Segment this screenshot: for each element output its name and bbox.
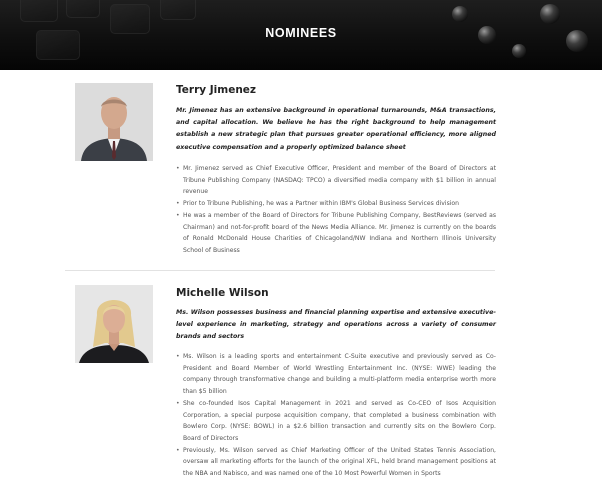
headshot-portrait-image	[75, 285, 153, 363]
list-item: • Prior to Tribune Publishing, he was a Partner within IBM's Global Business Services division	[176, 198, 496, 210]
game-controller-button-decoration	[512, 44, 526, 58]
game-controller-button-decoration	[540, 4, 560, 24]
headshot-portrait-image	[75, 83, 153, 161]
list-item: • He was a member of the Board of Directors for Tribune Publishing Company, BestReviews (served as Chairman) and not-for-profit board of the News Media Alliance. Mr. Jimenez is currently on the boards of Ronald McDonald House Charities of Chicagoland/NW Indiana and Northern Illinois University School of Business	[176, 210, 496, 257]
nominee-photo	[75, 83, 153, 161]
list-item: • Previously, Ms. Wilson served as Chief Marketing Officer of the United States Tennis Association, oversaw all marketing efforts for the launch of the original XFL, held brand management positions at the NBA and Nabisco, and was named one of the 10 Most Powerful Women in Sports	[176, 445, 496, 480]
list-item: • She co-founded Isos Capital Management in 2021 and served as Co-CEO of Isos Acquisition Corporation, a special purpose acquisition company, that completed a business combination with Bowlero Corp. (NYSE: BOWL) in a $2.6 billion transaction and currently sits on the Bowlero Corp. Board of Directors	[176, 398, 496, 445]
nominee-summary: Mr. Jimenez has an extensive background in operational turnarounds, M&A transactions, and capital allocation. We believe he has the right background to help management establish a new strategic plan that pursues greater operational efficiency, more aligned executive compensation and a properly optimized balance sheet	[176, 107, 496, 151]
list-item: • Ms. Wilson is a leading sports and entertainment C-Suite executive and previously served as Co-President and Board Member of World Wrestling Entertainment Inc. (NYSE: WWE) leading the company through transformative change and building a multi-platform media enterprise worth more than $5 billion	[176, 351, 496, 398]
nominee-name: Michelle Wilson	[176, 287, 269, 299]
section-divider	[65, 270, 495, 271]
keyboard-key-decoration	[66, 0, 100, 18]
nominee-summary: Ms. Wilson possesses business and financial planning expertise and extensive executive-level experience in marketing, strategy and operations across a variety of consumer brands and sectors	[176, 309, 496, 341]
list-item: • Mr. Jimenez served as Chief Executive Officer, President and member of the Board of Directors at Tribune Publishing Company (NASDAQ: TPCO) a diversified media company with $1 billion in annual revenue	[176, 163, 496, 198]
game-controller-button-decoration	[452, 6, 468, 22]
nominee-photo	[75, 285, 153, 363]
nominee-bullet-list	[176, 163, 496, 257]
nominee-bullet-list	[176, 351, 496, 480]
nominee-name: Terry Jimenez	[176, 84, 257, 96]
keyboard-key-decoration	[160, 0, 196, 20]
page-title: NOMINEES	[265, 26, 337, 40]
keyboard-key-decoration	[20, 0, 58, 22]
header-banner	[0, 0, 602, 70]
